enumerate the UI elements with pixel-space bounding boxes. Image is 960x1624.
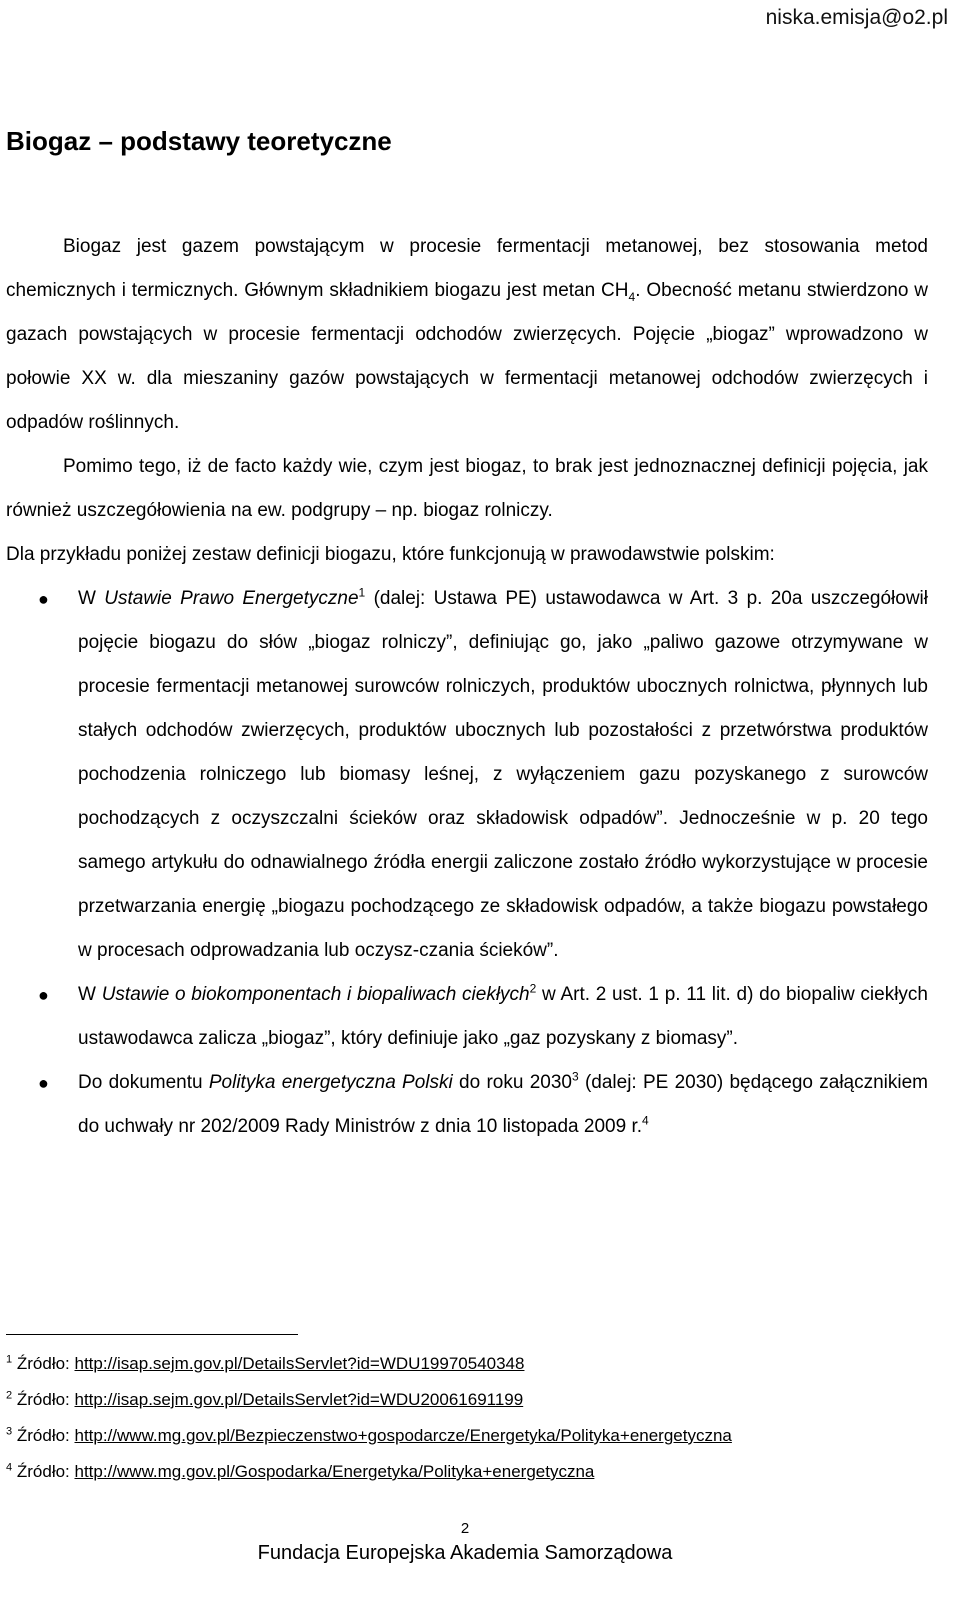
paragraph-intro-part-a: Biogaz jest gazem powstającym w procesie fermentacji metanowej, bez stosowania metod chemicznych i termicznych. Głównym składnikiem biogazu jest metan CH (6, 236, 928, 301)
header-email: niska.emisja@o2.pl (765, 6, 948, 29)
footnote (6, 1454, 926, 1490)
footnote-ref: 4 (642, 1113, 649, 1128)
footnote (6, 1382, 926, 1418)
footnote-link[interactable]: http://www.mg.gov.pl/Gospodarka/Energetyka/Polityka+energetyczna (74, 1462, 595, 1481)
act-title: Ustawie Prawo Energetyczne (104, 588, 359, 609)
footnotes (6, 1346, 926, 1490)
document-title: Polityka energetyczna Polski (208, 1072, 453, 1093)
footnote-number: 3 (6, 1425, 13, 1438)
footnote (6, 1346, 926, 1382)
bullet-icon: ● (38, 1073, 49, 1093)
footnote-ref: 2 (529, 981, 537, 996)
list-item-text: W (78, 984, 102, 1005)
list-item-text: do roku 2030 (452, 1072, 572, 1093)
list-item-text: Do dokumentu (78, 1072, 209, 1093)
footnote-ref: 1 (358, 585, 366, 600)
footnote-number: 4 (6, 1461, 13, 1474)
paragraph-intro-part-b: . Obecność metanu stwierdzono w gazach powstających w procesie fermentacji odchodów zwierzęcych. Pojęcie „biogaz” wprowadzono w połowie XX w. dla mieszaniny gazów powstających w fermentacji metanowej odchodów zwierzęcych i odpadów roślinnych. (6, 280, 928, 433)
act-title: Ustawie o biokomponentach i biopaliwach ciekłych (101, 984, 530, 1005)
footnote-label: Źródło: (16, 1462, 75, 1481)
footnote-ref: 3 (571, 1069, 579, 1084)
footnote-label: Źródło: (16, 1426, 75, 1445)
footer-organization: Fundacja Europejska Akademia Samorządowa (257, 1542, 673, 1564)
bullet-icon: ● (38, 985, 49, 1005)
paragraph-definition-lack: Pomimo tego, iż de facto każdy wie, czym jest biogaz, to brak jest jednoznacznej definicji pojęcia, jak również uszczegółowienia na ew. podgrupy – np. biogaz rolniczy. (6, 456, 928, 521)
bullet-icon: ● (38, 589, 49, 609)
footnote-link[interactable]: http://isap.sejm.gov.pl/DetailsServlet?id=WDU19970540348 (74, 1354, 525, 1373)
footnote-number: 2 (6, 1389, 13, 1402)
footnote-link[interactable]: http://isap.sejm.gov.pl/DetailsServlet?id=WDU20061691199 (74, 1390, 524, 1409)
page-number: 2 (460, 1520, 470, 1537)
methane-subscript: 4 (628, 289, 636, 304)
paragraph-intro (6, 225, 928, 445)
list-item-text: W (78, 588, 105, 609)
list-item (6, 577, 928, 973)
list-item (6, 973, 928, 1061)
list-item-text: (dalej: PE 2030) będącego załącznikiem do uchwały nr 202/2009 Rady Ministrów z dnia 10 listopada 2009 r. (78, 1072, 929, 1137)
list-item-text: (dalej: Ustawa PE) ustawodawca w Art. 3 p. 20a uszczegółowił pojęcie biogazu do słów „biogaz rolniczy”, definiując go, jako „paliwo gazowe otrzymywane w procesie fermentacji metanowej surowców rolniczych, produktów ubocznych rolnictwa, płynnych lub stałych odchodów zwierzęcych, produktów ubocznych lub pozostałości z przetwórstwa produktów pochodzenia rolniczego lub biomasy leśnej, z wyłączeniem gazu pozyskanego z surowców pochodzących z oczyszczalni ścieków oraz składowisk odpadów”. Jednocześnie w p. 20 tego samego artykułu do odnawialnego źródła energii zaliczone zostało źródło wykorzystujące w procesie przetwarzania energię „biogazu pochodzącego ze składowisk odpadów, a także biogazu powstałego w procesach odprowadzania lub oczysz-czania ścieków”. (78, 588, 928, 961)
paragraph-example-lead: Dla przykładu poniżej zestaw definicji biogazu, które funkcjonują w prawodawstwie polskim: (6, 544, 775, 565)
footnote-link[interactable]: http://www.mg.gov.pl/Bezpieczenstwo+gospodarcze/Energetyka/Polityka+energetyczna (74, 1426, 732, 1445)
page-title: Biogaz – podstawy teoretyczne (6, 126, 392, 156)
list-item-text: w Art. 2 ust. 1 p. 11 lit. d) do biopaliw ciekłych ustawodawca zalicza „biogaz”, który definiuje jako „gaz pozyskany z biomasy”. (78, 984, 928, 1049)
footnote-label: Źródło: (16, 1390, 75, 1409)
list-item (6, 1061, 928, 1149)
definitions-list (6, 577, 928, 1149)
footnote-label: Źródło: (16, 1354, 75, 1373)
footnote (6, 1418, 926, 1454)
footnote-separator (6, 1334, 298, 1335)
footnote-number: 1 (6, 1353, 13, 1366)
body-text (6, 225, 928, 1149)
